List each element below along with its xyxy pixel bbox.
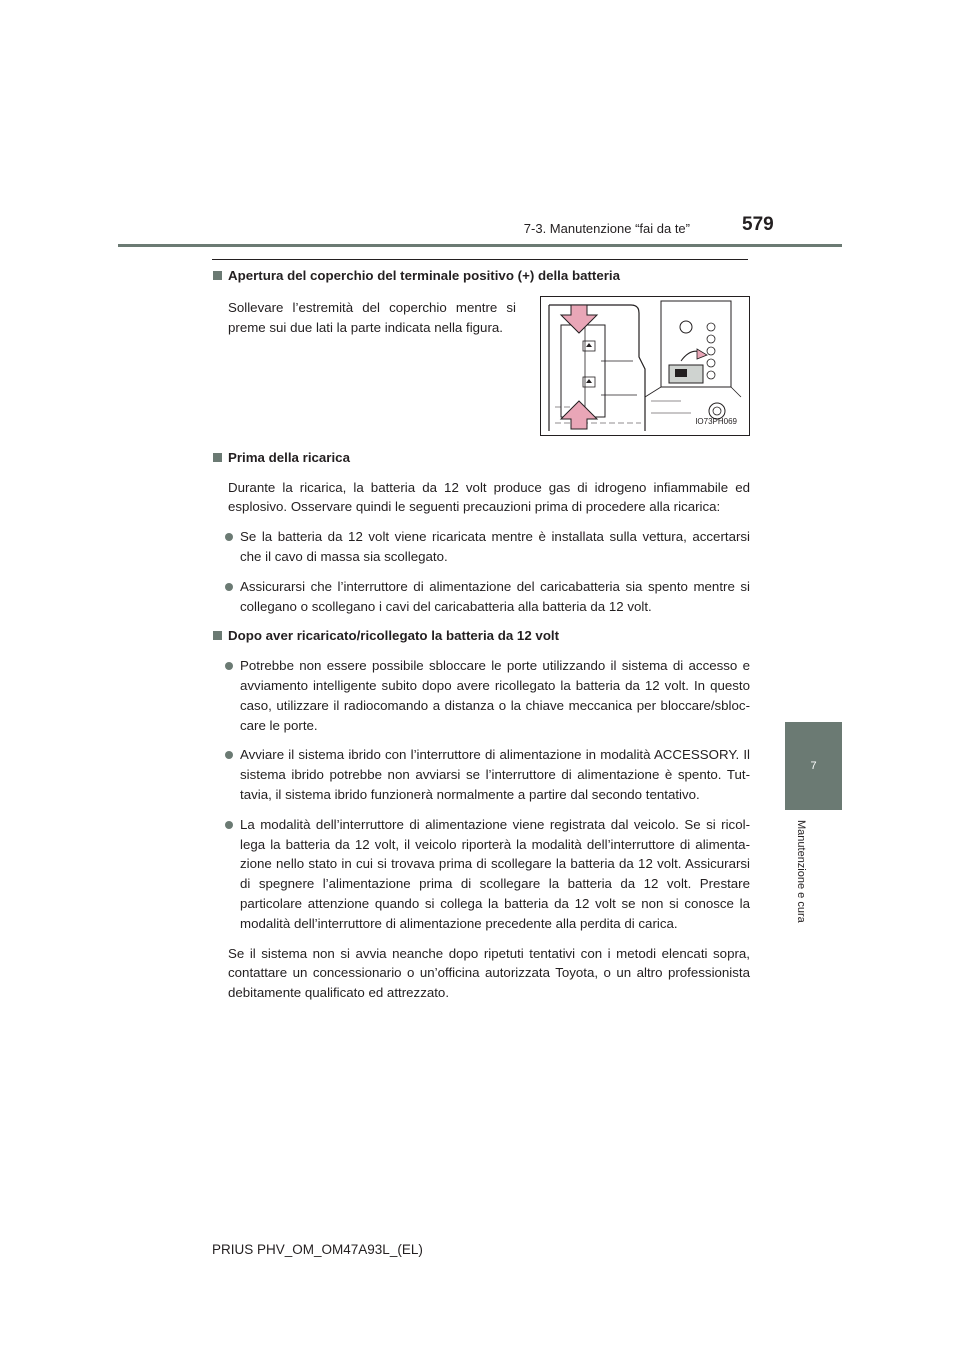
section-heading-after-charging [212,626,750,646]
round-bullet-icon [225,751,233,759]
footer-doc-code: PRIUS PHV_OM_OM47A93L_(EL) [212,1242,423,1257]
list-item [225,527,750,567]
round-bullet-icon [225,533,233,541]
round-bullet-icon [225,662,233,670]
closing-paragraph: Se il sistema non si avvia neanche dopo ripetuti tentativi con i metodi elencati sopra, contattare un concessionario o un’officina autorizzata Toyota, o un altro professionista debitamente qualificato ed attrezzato. [228,945,750,1001]
list-item-text: La modalità dell’interruttore di alimentazione viene registrata dal veicolo. Se si ricollega la batteria da 12 volt, il veicolo riporterà la modalità dell’interruttore di alimentazione nello stato in cui si trovava prima di scollegare la batteria da 12 volt. Assicurarsi di spegnere l’alimentazione prima di scollegare la batteria da 12 volt. Prestare particolare attenzione quando si collega la batteria da 12 volt se non si conosce la modalità dell’interruttore di alimentazione precedente alla perdita di carica. [240,816,750,931]
list-item-text: Se la batteria da 12 volt viene ricaricata mentre è installata sulla vettura, accertarsi che il cavo di massa sia scollegato. [240,529,750,564]
page-number: 579 [742,214,774,235]
heading-text: Apertura del coperchio del terminale positivo (+) della batteria [228,268,620,283]
section-heading-cover [212,266,750,286]
heading-text: Dopo aver ricaricato/ricollegato la batteria da 12 volt [228,628,560,644]
list-item [225,656,750,735]
square-bullet-icon [213,631,222,640]
list-item [225,577,750,617]
list-item-text: Assicurarsi che l’interruttore di alimentazione del caricabatteria sia spento mentre si collegano o scollegano i cavi del caricabatteria alla batteria da 12 volt. [240,578,750,614]
content-top-rule [212,259,748,260]
battery-cover-figure [540,296,750,436]
section-heading-before-charging [212,448,750,468]
round-bullet-icon [225,821,233,829]
list-item-text: Avviare il sistema ibrido con l’interruttore di alimentazione in modalità ACCESSORY. Il sistema ibrido potrebbe non avviarsi se l’interruttore di alimentazione è spento. Tuttavia, il sistema ibrido funzionerà normalmente a partire dal secondo tentativo. [240,747,750,802]
square-bullet-icon [213,453,222,462]
header-section-title: 7-3. Manutenzione “fai da te” [523,221,690,236]
main-content [212,266,750,1013]
before-charging-paragraph: Durante la ricarica, la batteria da 12 volt produce gas di idrogeno infiammabile ed esplosivo. Osservare quindi le seguenti precauzioni prima di procedere alla ricarica: [228,479,750,515]
chapter-title: Manutenzione e cura [795,820,807,923]
heading-text: Prima della ricarica [228,449,350,465]
chapter-tab[interactable] [785,722,842,810]
header-rule [118,244,842,247]
figure-code: IO73PH069 [695,417,737,426]
round-bullet-icon [225,583,233,591]
cover-instruction-text: Sollevare l’estremità del coperchio mentre si preme sui due lati la parte indicata nella figura. [228,299,516,335]
list-item [225,745,750,804]
list-item [225,815,750,934]
cover-intro-block [212,296,750,436]
square-bullet-icon [213,271,222,280]
chapter-number: 7 [810,760,817,772]
list-item-text: Potrebbe non essere possibile sbloccare le porte utilizzando il sistema di accesso e avviamento intelligente subito dopo avere ricollegato la batteria da 12 volt. In questo caso, utilizzare il radiocomando a distanza o la chiave meccanica per bloccare/sbloccare le porte. [240,658,750,733]
